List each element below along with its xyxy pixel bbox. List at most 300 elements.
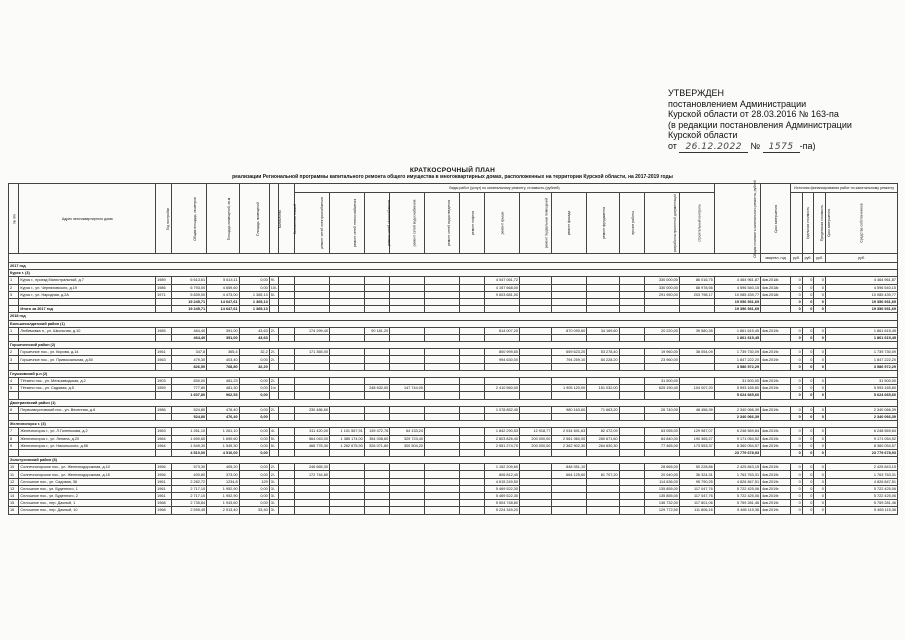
table-cell: 4кв.2018г. bbox=[761, 284, 791, 291]
table-cell bbox=[619, 478, 644, 485]
table-cell bbox=[156, 449, 172, 456]
table-cell: 9 171 054,52 bbox=[825, 435, 897, 442]
table-cell: 82 472,09 bbox=[587, 428, 619, 435]
table-cell bbox=[364, 507, 389, 514]
table-cell: 0 bbox=[791, 306, 803, 313]
table-cell bbox=[424, 349, 459, 356]
table-cell bbox=[587, 378, 619, 385]
section-label: Глушковский р-н (2) bbox=[9, 370, 898, 377]
table-cell: 994 630,00 bbox=[485, 356, 520, 363]
table-cell bbox=[390, 464, 425, 471]
header-unit: руб. bbox=[791, 254, 803, 263]
table-cell bbox=[9, 392, 19, 399]
table-cell: 43,63 bbox=[239, 327, 269, 334]
table-cell: 1956 bbox=[156, 471, 172, 478]
table-cell bbox=[424, 392, 459, 399]
section-row bbox=[9, 313, 898, 320]
table-cell bbox=[619, 327, 644, 334]
table-cell: 9 603 681,00 bbox=[485, 291, 520, 298]
table-cell: 311 420,00 bbox=[295, 428, 330, 435]
table-cell: 0 bbox=[802, 435, 814, 442]
table-cell bbox=[295, 277, 330, 284]
table-cell bbox=[761, 298, 791, 305]
header-unit: руб. bbox=[814, 254, 826, 263]
table-cell bbox=[519, 277, 551, 284]
table-cell bbox=[587, 500, 619, 507]
table-cell: 481,30 bbox=[207, 385, 239, 392]
table-row bbox=[9, 385, 898, 392]
table-cell: 476,40 bbox=[207, 406, 239, 413]
table-cell bbox=[587, 298, 619, 305]
table-cell: 0 bbox=[814, 493, 826, 500]
table-cell bbox=[278, 493, 294, 500]
table-cell bbox=[619, 493, 644, 500]
approval-line-3: Курской области от 28.03.2016 № 163-па bbox=[668, 109, 839, 120]
table-cell: 43,63 bbox=[239, 334, 269, 341]
table-cell bbox=[424, 284, 459, 291]
table-cell: 0 bbox=[802, 478, 814, 485]
table-cell bbox=[329, 392, 364, 399]
table-cell: 800 999,60 bbox=[485, 349, 520, 356]
table-cell: 0 bbox=[814, 406, 826, 413]
table-cell bbox=[269, 363, 278, 370]
table-cell: 1 690,60 bbox=[207, 435, 239, 442]
table-cell: 0,00 bbox=[239, 413, 269, 420]
table-cell: 4кв.2019г. bbox=[761, 378, 791, 385]
table-row bbox=[9, 406, 898, 413]
table-cell: 248 632,00 bbox=[364, 385, 389, 392]
table-cell bbox=[364, 284, 389, 291]
table-cell: 329 723,40 bbox=[390, 435, 425, 442]
table-cell bbox=[278, 349, 294, 356]
table-cell: 5 722 425,06 bbox=[825, 493, 897, 500]
table-cell bbox=[459, 406, 484, 413]
table-cell: 0 bbox=[802, 493, 814, 500]
table-cell bbox=[329, 378, 364, 385]
section-label: Большесолдатский район (1) bbox=[9, 320, 898, 327]
table-cell bbox=[364, 378, 389, 385]
table-cell bbox=[364, 306, 389, 313]
table-cell: 135 855,00 bbox=[645, 493, 680, 500]
subtotal-row bbox=[9, 413, 898, 420]
table-cell: 391,00 bbox=[207, 327, 239, 334]
table-cell: 354 008,60 bbox=[364, 435, 389, 442]
table-cell: 0 bbox=[802, 442, 814, 449]
table-cell: Сплошное пос., ул. Садовая, 36 bbox=[19, 478, 156, 485]
table-cell bbox=[485, 306, 520, 313]
table-cell: 5 593 165,60 bbox=[714, 385, 760, 392]
table-cell: Курск г., проезд Магистральный, д.7 bbox=[19, 277, 156, 284]
table-cell: 1 261,10 bbox=[207, 428, 239, 435]
table-cell: 1 739 730,09 bbox=[825, 349, 897, 356]
table-cell bbox=[459, 363, 484, 370]
table-cell: 63 055,00 bbox=[645, 428, 680, 435]
table-cell: 0 bbox=[814, 327, 826, 334]
header-num: № п/п bbox=[9, 184, 19, 254]
table-cell bbox=[295, 356, 330, 363]
table-cell: 1/x bbox=[269, 385, 278, 392]
table-cell bbox=[459, 493, 484, 500]
table-cell bbox=[459, 478, 484, 485]
table-cell: 2 340 066,39 bbox=[825, 406, 897, 413]
table-cell: 10 bbox=[9, 464, 19, 471]
table-cell bbox=[619, 378, 644, 385]
table-cell: 794 259,10 bbox=[552, 356, 587, 363]
table-cell: 0 bbox=[814, 306, 826, 313]
section-label: Золотухинский район (8) bbox=[9, 457, 898, 464]
table-cell bbox=[364, 392, 389, 399]
table-cell bbox=[390, 327, 425, 334]
table-cell bbox=[390, 334, 425, 341]
table-cell: 15 bbox=[9, 500, 19, 507]
table-row bbox=[9, 507, 898, 514]
table-cell bbox=[329, 493, 364, 500]
table-cell: 0 bbox=[802, 298, 814, 305]
header-col: ремонт сетей электроснабжения bbox=[295, 193, 330, 254]
table-row bbox=[9, 378, 898, 385]
table-cell: 0 bbox=[814, 378, 826, 385]
table-cell: 4кв.2019г. bbox=[761, 485, 791, 492]
table-cell bbox=[485, 298, 520, 305]
table-cell bbox=[424, 485, 459, 492]
table-cell: 0 bbox=[802, 349, 814, 356]
table-cell bbox=[278, 392, 294, 399]
handwritten-number: 1575 bbox=[763, 142, 800, 153]
table-cell bbox=[390, 478, 425, 485]
table-cell: 0 bbox=[791, 485, 803, 492]
table-cell bbox=[390, 291, 425, 298]
table-cell: 1 365,13 bbox=[239, 298, 269, 305]
table-cell: 0 bbox=[814, 471, 826, 478]
table-cell bbox=[519, 406, 551, 413]
table-cell: 151 032,00 bbox=[587, 385, 619, 392]
header-col: ремонт сетей теплоснабжения bbox=[329, 193, 364, 254]
table-cell bbox=[552, 478, 587, 485]
table-cell: 0 bbox=[802, 485, 814, 492]
table-cell bbox=[19, 334, 156, 341]
table-cell bbox=[459, 291, 484, 298]
section-row bbox=[9, 421, 898, 428]
table-cell bbox=[459, 327, 484, 334]
table-cell bbox=[278, 500, 294, 507]
table-cell: 2 282,72 bbox=[172, 478, 207, 485]
table-cell: 117 047,76 bbox=[679, 493, 714, 500]
table-cell: 0 bbox=[791, 363, 803, 370]
table-cell: 19 356 931,69 bbox=[825, 306, 897, 313]
table-cell bbox=[295, 385, 330, 392]
table-cell: 1 861 615,45 bbox=[825, 327, 897, 334]
approval-suffix: -па) bbox=[799, 140, 816, 151]
table-cell bbox=[459, 385, 484, 392]
table-cell bbox=[459, 500, 484, 507]
table-row bbox=[9, 500, 898, 507]
table-cell bbox=[552, 485, 587, 492]
table-cell: 4кв.2019г. bbox=[761, 428, 791, 435]
table-cell: 0,00 bbox=[239, 449, 269, 456]
table-cell: 19 056 931,69 bbox=[714, 298, 760, 305]
table-cell bbox=[390, 378, 425, 385]
table-cell: 16 bbox=[9, 507, 19, 514]
approval-line-5: Курской области bbox=[668, 130, 738, 141]
table-cell bbox=[552, 493, 587, 500]
table-cell: 403,40 bbox=[207, 356, 239, 363]
table-cell bbox=[459, 392, 484, 399]
table-cell: 466 776,30 bbox=[295, 442, 330, 449]
table-cell: 1956 bbox=[156, 464, 172, 471]
table-cell bbox=[619, 392, 644, 399]
table-cell bbox=[645, 363, 680, 370]
table-cell: 1964 bbox=[156, 435, 172, 442]
table-cell: 1 262 675,90 bbox=[329, 442, 364, 449]
table-cell bbox=[390, 413, 425, 420]
table-cell bbox=[679, 449, 714, 456]
header-col: строительный контроль bbox=[679, 193, 714, 254]
table-cell: 0 bbox=[791, 277, 803, 284]
table-cell: 4/- bbox=[269, 428, 278, 435]
table-cell: 0 bbox=[791, 493, 803, 500]
table-cell: 173 553,37 bbox=[679, 442, 714, 449]
table-cell: 3/- bbox=[269, 478, 278, 485]
table-cell bbox=[329, 291, 364, 298]
table-cell: 476,40 bbox=[207, 413, 239, 420]
table-cell: 0 bbox=[814, 435, 826, 442]
table-cell: 0 bbox=[791, 442, 803, 449]
table-cell bbox=[19, 298, 156, 305]
table-cell bbox=[269, 306, 278, 313]
table-cell bbox=[424, 327, 459, 334]
table-cell bbox=[459, 428, 484, 435]
table-cell: 48 456,39 bbox=[679, 406, 714, 413]
table-cell: 365,4 bbox=[207, 349, 239, 356]
table-cell: 5 722 425,06 bbox=[825, 485, 897, 492]
table-cell: Сплошное пос., пер. Дачный, 10 bbox=[19, 507, 156, 514]
table-cell: 2/- bbox=[269, 406, 278, 413]
table-row bbox=[9, 493, 898, 500]
table-cell: 5 593 165,60 bbox=[825, 385, 897, 392]
table-cell: 391,00 bbox=[207, 334, 239, 341]
table-cell bbox=[424, 306, 459, 313]
table-cell bbox=[519, 327, 551, 334]
table-cell: 0,00 bbox=[239, 428, 269, 435]
table-cell bbox=[761, 449, 791, 456]
table-cell bbox=[156, 363, 172, 370]
section-label: Курск г. (3) bbox=[9, 270, 898, 277]
table-cell: Сплошное пос., ул. Буденного, 2 bbox=[19, 493, 156, 500]
table-cell: 1 847 222,20 bbox=[714, 356, 760, 363]
table-cell: 32,20 bbox=[239, 363, 269, 370]
table-cell: Курск г., ул. Народная, д.2А bbox=[19, 291, 156, 298]
table-cell: 0,00 bbox=[239, 485, 269, 492]
table-cell bbox=[329, 284, 364, 291]
table-cell bbox=[295, 478, 330, 485]
table-cell: 8 bbox=[9, 435, 19, 442]
table-cell bbox=[552, 291, 587, 298]
table-cell bbox=[295, 500, 330, 507]
table-cell: 1989 bbox=[156, 277, 172, 284]
table-cell bbox=[587, 392, 619, 399]
table-cell bbox=[679, 298, 714, 305]
table-cell bbox=[364, 334, 389, 341]
table-cell: 4кв.2019г. bbox=[761, 493, 791, 500]
table-cell bbox=[459, 298, 484, 305]
table-row bbox=[9, 471, 898, 478]
table-cell: 777,80 bbox=[172, 385, 207, 392]
header-col: Количество этажей bbox=[278, 184, 294, 254]
header-col: прочие работы bbox=[619, 193, 644, 254]
table-cell: 0,00 bbox=[239, 471, 269, 478]
table-cell bbox=[390, 356, 425, 363]
table-cell: 0 bbox=[814, 500, 826, 507]
table-cell: 5 504 748,80 bbox=[485, 500, 520, 507]
table-cell: 50 228,86 bbox=[679, 464, 714, 471]
approval-line-2: постановлением Администрации bbox=[668, 98, 807, 109]
table-cell bbox=[761, 334, 791, 341]
table-cell bbox=[552, 378, 587, 385]
table-cell bbox=[459, 485, 484, 492]
header-group-works: Виды работ (услуг) по капитальному ремонту, стоимость (рублей) bbox=[295, 184, 715, 193]
table-cell bbox=[552, 449, 587, 456]
table-cell: 19 356 931,69 bbox=[825, 298, 897, 305]
table-cell bbox=[519, 378, 551, 385]
table-cell bbox=[424, 298, 459, 305]
table-cell bbox=[619, 449, 644, 456]
table-cell: 4 659,60 bbox=[207, 284, 239, 291]
table-cell: 0 bbox=[814, 385, 826, 392]
table-cell: 19 245,71 bbox=[172, 298, 207, 305]
table-cell: 14 647,61 bbox=[207, 306, 239, 313]
table-cell bbox=[645, 306, 680, 313]
table-cell: Сплошное пос., пер. Дачный, 1 bbox=[19, 500, 156, 507]
section-label: 2017 год bbox=[9, 263, 898, 270]
table-cell: 4кв.2019г. bbox=[761, 471, 791, 478]
table-cell: 300 504,20 bbox=[390, 442, 425, 449]
header-address: Адрес многоквартирного дома bbox=[19, 184, 156, 254]
table-cell: 0 bbox=[814, 507, 826, 514]
table-cell: 0 bbox=[802, 291, 814, 298]
table-cell: 5 759 281,46 bbox=[825, 500, 897, 507]
header-col: ремонт фасада bbox=[552, 193, 587, 254]
header-col: Год постройки bbox=[156, 184, 172, 254]
table-cell bbox=[645, 298, 680, 305]
table-cell: 88 978,56 bbox=[679, 284, 714, 291]
table-cell bbox=[390, 449, 425, 456]
table-cell bbox=[278, 356, 294, 363]
table-cell: Железногорск г., ул. Ленина, д.20 bbox=[19, 435, 156, 442]
table-cell bbox=[278, 306, 294, 313]
table-cell bbox=[329, 449, 364, 456]
table-cell bbox=[552, 500, 587, 507]
table-cell: 19 960,00 bbox=[645, 349, 680, 356]
table-cell: 0 bbox=[791, 385, 803, 392]
table-cell: 129 987,07 bbox=[679, 428, 714, 435]
table-cell bbox=[519, 284, 551, 291]
table-cell bbox=[761, 306, 791, 313]
table-cell: 3/- bbox=[269, 493, 278, 500]
table-cell bbox=[329, 385, 364, 392]
subtotal-row bbox=[9, 449, 898, 456]
table-cell: 6 793,00 bbox=[172, 284, 207, 291]
table-cell bbox=[424, 363, 459, 370]
table-cell: 53,40 bbox=[239, 507, 269, 514]
table-cell bbox=[459, 413, 484, 420]
table-cell: 2 561 060,00 bbox=[552, 435, 587, 442]
approval-line-6 bbox=[668, 141, 898, 153]
table-cell bbox=[424, 449, 459, 456]
table-cell: 0 bbox=[791, 478, 803, 485]
table-cell: 4 510,00 bbox=[172, 449, 207, 456]
table-cell bbox=[424, 428, 459, 435]
table-cell bbox=[459, 449, 484, 456]
table-cell bbox=[587, 449, 619, 456]
table-cell bbox=[552, 298, 587, 305]
header-col: Средства собственников bbox=[825, 193, 897, 254]
table-cell bbox=[587, 485, 619, 492]
table-cell: 4 473,00 bbox=[207, 291, 239, 298]
table-cell: 5/- bbox=[269, 442, 278, 449]
table-cell: 0 bbox=[802, 356, 814, 363]
table-cell: 264 830,30 bbox=[587, 442, 619, 449]
table-cell: 1 943,60 bbox=[207, 500, 239, 507]
table-cell: 4кв.2018г. bbox=[761, 291, 791, 298]
table-cell: 564 043,00 bbox=[295, 435, 330, 442]
table-cell: 4кв.2019г. bbox=[761, 442, 791, 449]
table-cell bbox=[552, 392, 587, 399]
table-cell: 1 607,80 bbox=[172, 392, 207, 399]
table-cell: 2/- bbox=[269, 378, 278, 385]
table-cell bbox=[278, 363, 294, 370]
table-cell: 1234,8 bbox=[207, 478, 239, 485]
table-cell: 1968 bbox=[156, 500, 172, 507]
header-col: ремонт подвальных помещений bbox=[519, 193, 551, 254]
table-cell bbox=[329, 306, 364, 313]
table-cell: 3 bbox=[9, 291, 19, 298]
table-cell: 2 425 843,15 bbox=[714, 464, 760, 471]
table-cell bbox=[459, 334, 484, 341]
table-cell bbox=[295, 378, 330, 385]
table-cell: 84 228,20 bbox=[587, 356, 619, 363]
header-col: Предельная стоимость bbox=[802, 193, 814, 254]
table-cell: 1 861 615,45 bbox=[825, 334, 897, 341]
table-cell: 0 bbox=[814, 442, 826, 449]
table-cell bbox=[485, 334, 520, 341]
table-cell: 4 615 249,50 bbox=[485, 478, 520, 485]
table-cell bbox=[485, 392, 520, 399]
table-cell: 0,00 bbox=[239, 356, 269, 363]
table-cell: 1961 bbox=[156, 478, 172, 485]
table-cell: 117 047,76 bbox=[679, 485, 714, 492]
table-cell bbox=[390, 284, 425, 291]
table-cell bbox=[390, 471, 425, 478]
table-cell: 6 bbox=[9, 406, 19, 413]
table-cell bbox=[619, 442, 644, 449]
table-cell bbox=[424, 356, 459, 363]
table-cell: 0 bbox=[814, 277, 826, 284]
table-cell bbox=[295, 291, 330, 298]
table-cell bbox=[19, 413, 156, 420]
table-cell bbox=[619, 500, 644, 507]
table-cell: 20 040,00 bbox=[645, 471, 680, 478]
table-cell bbox=[278, 277, 294, 284]
table-cell: 4кв.2019г. bbox=[761, 478, 791, 485]
table-cell bbox=[364, 356, 389, 363]
table-cell: 768,80 bbox=[207, 363, 239, 370]
table-cell: Сплошное пос., ул. Буденного, 1 bbox=[19, 485, 156, 492]
table-cell bbox=[552, 277, 587, 284]
table-cell bbox=[390, 392, 425, 399]
table-cell bbox=[679, 392, 714, 399]
section-label: Дмитриевский район (1) bbox=[9, 399, 898, 406]
subtotal-row bbox=[9, 306, 898, 313]
